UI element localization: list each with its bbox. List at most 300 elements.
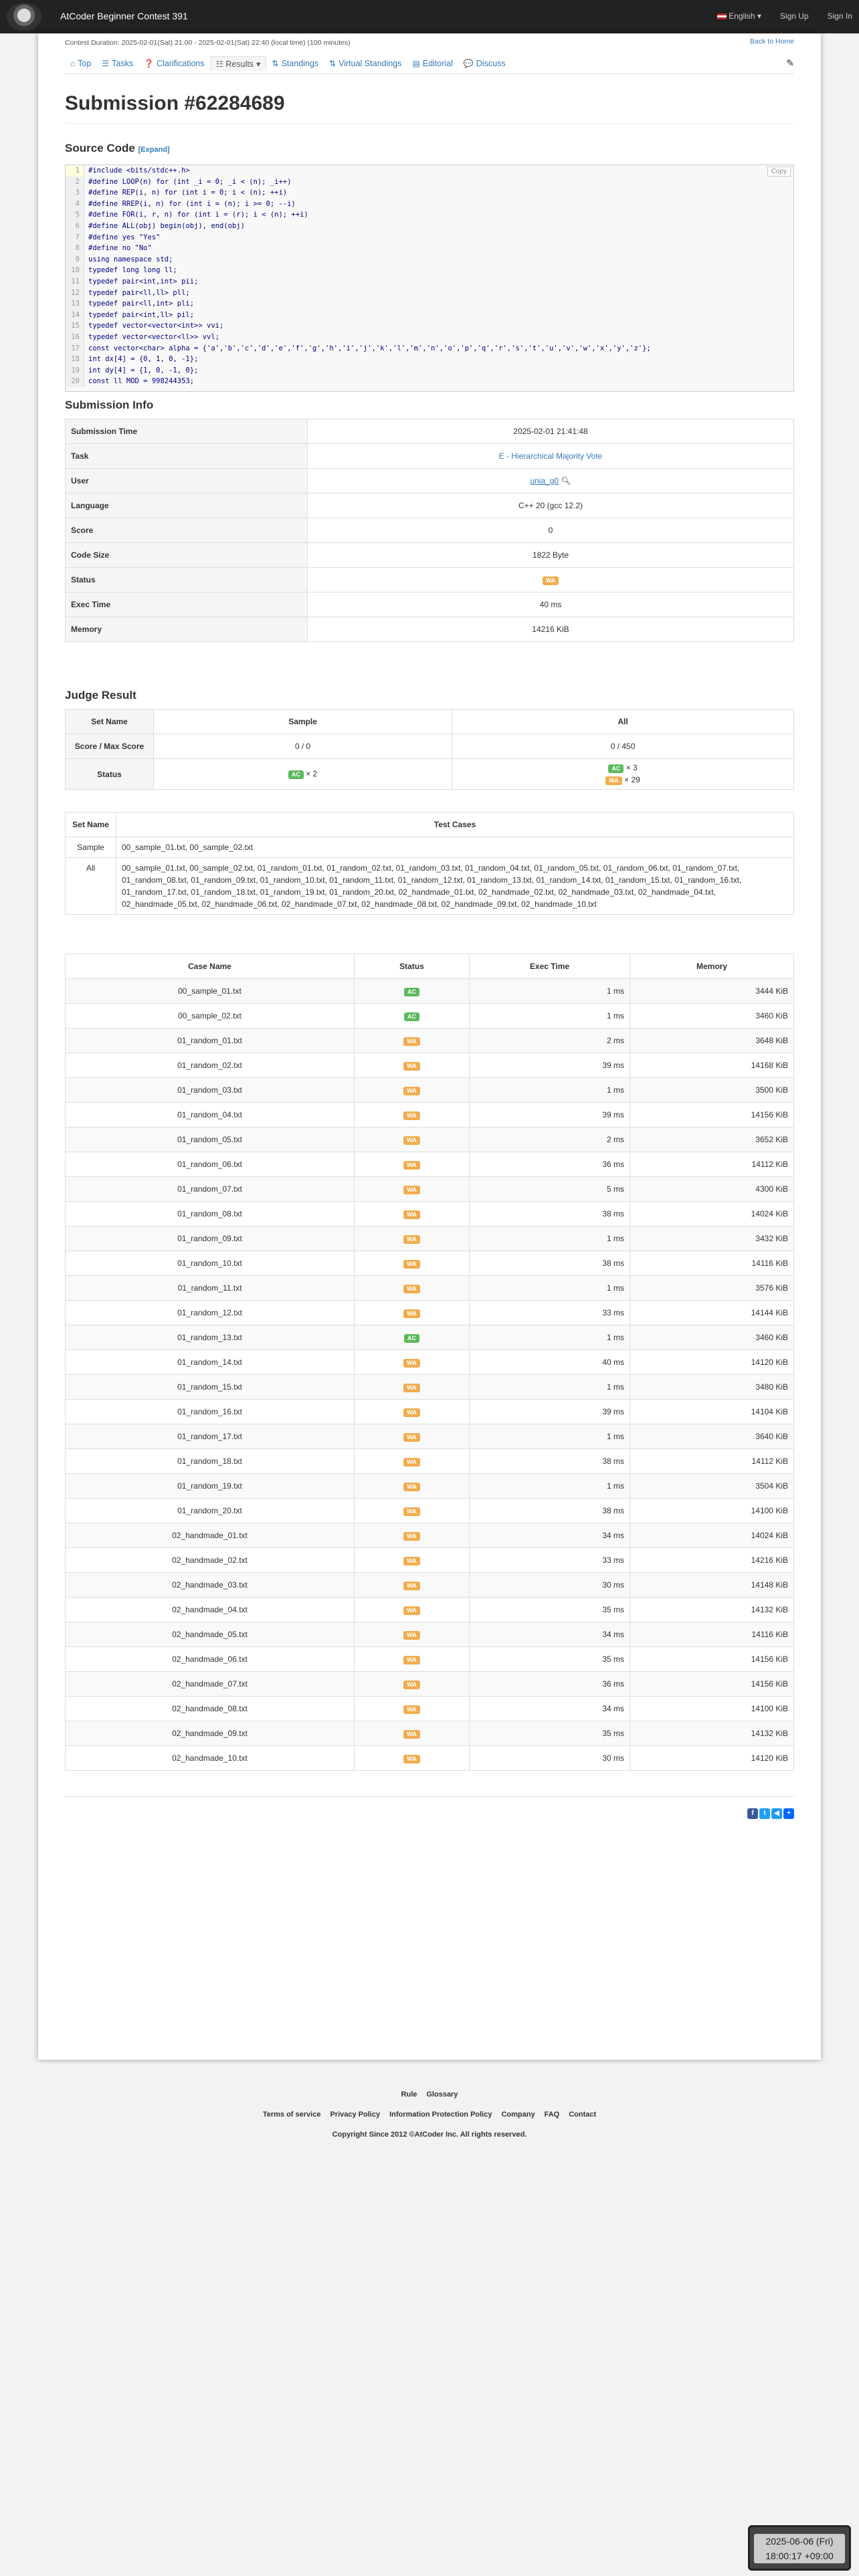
case-name-text: 01_random_08.txt <box>177 1209 242 1218</box>
line-number: 19 <box>66 365 84 377</box>
table-row <box>66 1325 794 1350</box>
footer-link-contact[interactable]: Contact <box>569 2111 597 2119</box>
case-name-text: 02_handmade_06.txt <box>172 1654 248 1664</box>
back-to-home-link[interactable]: Back to Home <box>750 37 794 45</box>
case-name <box>66 1523 355 1548</box>
footer-link-faq[interactable]: FAQ <box>544 2111 560 2119</box>
case-name-text: 01_random_06.txt <box>177 1160 242 1169</box>
code-text: #define no "No" <box>88 244 152 253</box>
case-name-text: 01_random_20.txt <box>177 1506 242 1515</box>
table-row <box>66 1053 794 1078</box>
table-row <box>66 1375 794 1400</box>
footer-link-privacy[interactable]: Privacy Policy <box>330 2111 381 2119</box>
case-exec-time: 30 ms <box>470 1746 630 1771</box>
code-text: int dx[4] = {0, 1, 0, -1}; <box>88 355 199 364</box>
case-exec-time: 39 ms <box>470 1103 630 1128</box>
case-status <box>355 1078 470 1103</box>
case-status <box>355 1325 470 1350</box>
status-badge: WA <box>403 1458 420 1467</box>
code-line <box>66 232 793 243</box>
language-value: C++ 20 (gcc 12.2) <box>308 494 794 518</box>
footer-link-info-protection[interactable]: Information Protection Policy <box>389 2111 492 2119</box>
pin-icon[interactable]: ✎ <box>786 58 794 68</box>
sample-score: 0 / 0 <box>154 734 452 759</box>
case-name <box>66 1622 355 1647</box>
uk-flag-icon <box>717 13 727 19</box>
info-row: Submission Time 2025-02-01 21:41:48 <box>66 419 794 444</box>
case-status <box>355 1523 470 1548</box>
table-row <box>66 1721 794 1746</box>
case-memory: 14100 KiB <box>630 1499 794 1523</box>
case-name-text: 01_random_04.txt <box>177 1110 242 1119</box>
case-memory: 14116 KiB <box>630 1251 794 1276</box>
case-name-text: 01_random_14.txt <box>177 1358 242 1367</box>
code-line <box>66 320 793 332</box>
status-badge: WA <box>403 1359 420 1368</box>
tab-results[interactable]: ☷ Results ▾ <box>210 56 267 71</box>
contest-duration: Contest Duration: 2025-02-01(Sat) 21:00 - 2025-02-01(Sat) 22:40 (local time) (100 minutes) <box>65 39 351 47</box>
info-row: Exec Time 40 ms <box>66 593 794 617</box>
line-number: 11 <box>66 276 84 288</box>
case-name-text: 01_random_19.txt <box>177 1481 242 1491</box>
case-name-text: 02_handmade_04.txt <box>172 1605 248 1614</box>
case-name <box>66 1251 355 1276</box>
info-row: Code Size 1822 Byte <box>66 543 794 568</box>
line-number: 10 <box>66 265 84 276</box>
code-line <box>66 354 793 365</box>
case-status <box>355 1449 470 1474</box>
case-exec-time: 2 ms <box>470 1128 630 1152</box>
table-row <box>66 1226 794 1251</box>
case-name <box>66 1746 355 1771</box>
search-icon[interactable]: 🔍︎ <box>561 476 571 486</box>
code-line <box>66 177 793 188</box>
info-row: Status WA <box>66 568 794 593</box>
info-row: Language C++ 20 (gcc 12.2) <box>66 494 794 518</box>
case-results-table: Case Name Status Exec Time Memory 00_sample_01.txt AC 1 ms 3444 KiB 00_sample_02.txt AC 1 ms 3460 KiB 01_random_01.txt WA 2 ms 3648 KiB 01_random_02.txt WA 39 ms 14168 KiB 01_random_03.txt WA 1 ms 3500 KiB 01_random_04.txt WA 39 ms 14156 KiB 01_random_05.txt WA 2 ms 3652 KiB 01_random_06.txt WA 36 ms 14112 KiB 01_random_07.txt WA 5 ms 4300 KiB 01_random_08.txt WA 38 ms 14024 KiB 01_random_09.txt WA 1 ms 3432 KiB 01_random_10.txt WA 38 ms 14116 KiB 01_random_11.txt WA 1 ms 3576 KiB 01_random_12.txt WA 33 ms 14144 KiB 01_random_13.txt AC 1 ms 3460 KiB 01_random_14.txt WA 40 ms 14120 KiB 01_random_15.txt WA 1 ms 3480 KiB 01_random_16.txt WA 39 ms 14104 KiB 01_random_17.txt WA 1 ms 3640 KiB 01_random_18.txt WA 38 ms 14112 KiB 01_random_19.txt WA 1 ms 3504 KiB 01_random_20.txt WA 38 ms 14100 KiB 02_handmade_01.txt WA 34 ms 14024 KiB 02_handmade_02.txt WA 33 ms 14216 KiB 02_handmade_03.txt WA 30 ms 14148 KiB 02_handmade_04.txt WA 35 ms 14132 KiB 02_handmade_05.txt WA 34 ms 14116 KiB 02_handmade_06.txt WA 35 ms 14156 KiB 02_handmade_07.txt WA 36 ms 14156 KiB 02_handmade_08.txt WA 34 ms 14100 KiB 02_handmade_09.txt WA 35 ms 14132 KiB 02_handmade_10.txt WA 30 ms 14120 KiB <box>65 954 794 1771</box>
case-status <box>355 1424 470 1449</box>
status-badge: WA <box>543 576 559 585</box>
case-memory: 14120 KiB <box>630 1350 794 1375</box>
case-exec-time: 1 ms <box>470 1325 630 1350</box>
ac-badge: AC <box>608 764 624 773</box>
case-name <box>66 979 355 1004</box>
table-row <box>66 1573 794 1598</box>
clock-date: 2025-06-06 (Fri) <box>765 2536 834 2547</box>
comment-icon: 💬 <box>463 59 474 68</box>
bird-icon[interactable]: ◀ <box>771 1808 782 1819</box>
case-name-text: 02_handmade_05.txt <box>172 1630 248 1639</box>
status-badge: WA <box>403 1087 420 1095</box>
line-number: 3 <box>66 187 84 199</box>
line-number: 12 <box>66 288 84 299</box>
case-status <box>355 1499 470 1523</box>
case-name <box>66 1350 355 1375</box>
tab-top[interactable]: ⌂ Top <box>70 59 92 68</box>
case-exec-time: 38 ms <box>470 1202 630 1226</box>
info-row: User unia_g0 🔍︎ <box>66 469 794 494</box>
case-status <box>355 1622 470 1647</box>
case-status <box>355 1152 470 1177</box>
case-name <box>66 1152 355 1177</box>
case-exec-time: 35 ms <box>470 1647 630 1672</box>
expand-link[interactable]: [Expand] <box>138 146 170 154</box>
case-memory: 14144 KiB <box>630 1301 794 1325</box>
case-status <box>355 1202 470 1226</box>
footer-link-rule[interactable]: Rule <box>401 2090 417 2099</box>
main-container <box>38 33 821 2060</box>
status-badge: WA <box>403 1557 420 1566</box>
tab-editorial[interactable]: ▤ Editorial <box>412 59 453 68</box>
case-name-text: 01_random_07.txt <box>177 1184 242 1194</box>
contest-tabs <box>65 56 511 71</box>
case-memory: 14156 KiB <box>630 1647 794 1672</box>
status-badge: WA <box>403 1285 420 1293</box>
tab-standings[interactable]: ⇅ Standings <box>272 59 319 68</box>
submission-info-table <box>65 419 794 642</box>
line-number: 8 <box>66 243 84 254</box>
line-number: 18 <box>66 354 84 365</box>
info-row: Memory 14216 KiB <box>66 617 794 642</box>
tab-discuss[interactable]: 💬 Discuss <box>463 59 506 68</box>
top-navbar <box>0 0 859 33</box>
status-badge: WA <box>403 1532 420 1541</box>
case-memory: 14104 KiB <box>630 1400 794 1424</box>
table-row <box>66 1103 794 1128</box>
case-memory: 3648 KiB <box>630 1029 794 1053</box>
code-line <box>66 310 793 321</box>
case-memory: 3504 KiB <box>630 1474 794 1499</box>
fixed-clock <box>748 2525 851 2571</box>
status-badge: WA <box>403 1186 420 1194</box>
status-badge: WA <box>403 1606 420 1615</box>
code-text: #define yes "Yes" <box>88 233 161 241</box>
code-text: #define LOOP(n) for (int _i = 0; _i < (n); _i++) <box>88 177 292 186</box>
case-status <box>355 1128 470 1152</box>
case-exec-time: 33 ms <box>470 1301 630 1325</box>
code-text: typedef pair<int,int> pii; <box>88 277 199 286</box>
case-exec-time: 36 ms <box>470 1152 630 1177</box>
title-divider <box>65 123 794 124</box>
atcoder-logo[interactable] <box>7 3 41 31</box>
case-name <box>66 1548 355 1573</box>
case-memory: 14132 KiB <box>630 1598 794 1622</box>
case-memory: 14112 KiB <box>630 1449 794 1474</box>
case-memory: 14120 KiB <box>630 1746 794 1771</box>
tab-virtual-standings[interactable]: ⇅ Virtual Standings <box>329 59 402 68</box>
line-number: 7 <box>66 232 84 243</box>
case-memory: 14100 KiB <box>630 1697 794 1721</box>
case-name <box>66 1078 355 1103</box>
case-memory: 4300 KiB <box>630 1177 794 1202</box>
caret-down-icon: ▾ <box>256 60 261 69</box>
case-status <box>355 1400 470 1424</box>
case-name-text: 02_handmade_07.txt <box>172 1679 248 1689</box>
status-badge: WA <box>403 1062 420 1071</box>
case-memory: 14112 KiB <box>630 1152 794 1177</box>
status-badge: WA <box>403 1037 420 1046</box>
table-row <box>66 1202 794 1226</box>
language-dropdown[interactable]: English ▾ <box>717 11 761 21</box>
case-name <box>66 1449 355 1474</box>
case-name <box>66 1301 355 1325</box>
case-name <box>66 1202 355 1226</box>
line-number: 16 <box>66 332 84 343</box>
case-exec-time: 34 ms <box>470 1697 630 1721</box>
case-name-text: 01_random_17.txt <box>177 1432 242 1441</box>
case-memory: 3460 KiB <box>630 1325 794 1350</box>
case-name-text: 01_random_16.txt <box>177 1407 242 1416</box>
table-row <box>66 979 794 1004</box>
table-row <box>66 1598 794 1622</box>
footer-link-terms[interactable]: Terms of service <box>262 2111 321 2119</box>
test-sets-table: Set Name Test Cases Sample 00_sample_01.txt, 00_sample_02.txt All 00_sample_01.txt, 00_sample_02.txt, 01_random_01.txt, 01_random_02.txt, 01_random_03.txt, 01_random_04.txt, 01_random_05.txt, 01_random_06.txt, 01_random_07.txt, 01_random_08.txt, 01_random_09.txt, 01_random_10.txt, 01_random_11.txt, 01_random_12.txt, 01_random_13.txt, 01_random_14.txt, 01_random_15.txt, 01_random_16.txt, 01_random_17.txt, 01_random_18.txt, 01_random_19.txt, 01_random_20.txt, 02_handmade_01.txt, 02_handmade_02.txt, 02_handmade_03.txt, 02_handmade_04.txt, 02_handmade_05.txt, 02_handmade_06.txt, 02_handmade_07.txt, 02_handmade_08.txt, 02_handmade_09.txt, 02_handmade_10.txt <box>65 812 794 915</box>
line-number: 5 <box>66 209 84 221</box>
contest-title[interactable]: AtCoder Beginner Contest 391 <box>60 11 188 21</box>
line-number: 4 <box>66 199 84 210</box>
code-line <box>66 243 793 254</box>
code-line <box>66 276 793 288</box>
share-buttons <box>747 1808 794 1819</box>
status-badge: WA <box>403 1210 420 1219</box>
sample-cases: 00_sample_01.txt, 00_sample_02.txt <box>116 837 794 858</box>
case-name-text: 01_random_05.txt <box>177 1135 242 1144</box>
table-row <box>66 1004 794 1029</box>
code-text: typedef vector<vector<ll>> vvl; <box>88 332 219 341</box>
status-badge: WA <box>403 1260 420 1269</box>
case-name <box>66 1103 355 1128</box>
case-memory: 14216 KiB <box>630 1548 794 1573</box>
status-badge: WA <box>403 1507 420 1516</box>
code-text: #define REP(i, n) for (int i = 0; i < (n); ++i) <box>88 189 288 197</box>
case-memory: 3444 KiB <box>630 979 794 1004</box>
memory-value: 14216 KiB <box>308 617 794 642</box>
case-name <box>66 1226 355 1251</box>
table-row <box>66 1746 794 1771</box>
case-name <box>66 1053 355 1078</box>
sign-in-link[interactable]: Sign In <box>827 11 852 21</box>
task-link[interactable]: E - Hierarchical Majority Vote <box>498 451 603 461</box>
case-status <box>355 1004 470 1029</box>
case-memory: 3460 KiB <box>630 1004 794 1029</box>
status-badge: WA <box>403 1582 420 1590</box>
status-badge: WA <box>403 1384 420 1392</box>
case-status <box>355 1053 470 1078</box>
code-text: int dy[4] = {1, 0, -1, 0}; <box>88 366 199 374</box>
case-name-text: 02_handmade_08.txt <box>172 1704 248 1713</box>
facebook-icon[interactable]: f <box>747 1808 758 1819</box>
page-title: Submission #62284689 <box>65 92 285 114</box>
line-number: 13 <box>66 298 84 310</box>
table-row <box>66 1548 794 1573</box>
footer-link-company[interactable]: Company <box>501 2111 535 2119</box>
case-status <box>355 1350 470 1375</box>
submission-time: 2025-02-01 21:41:48 <box>308 419 794 444</box>
line-number: 2 <box>66 177 84 188</box>
user-link[interactable]: unia_g0 <box>530 476 559 486</box>
code-line <box>66 199 793 210</box>
home-icon: ⌂ <box>70 59 76 68</box>
code-line <box>66 298 793 310</box>
plus-share-icon[interactable]: + <box>783 1808 794 1819</box>
case-name <box>66 1647 355 1672</box>
status-badge: WA <box>403 1631 420 1640</box>
case-exec-time: 38 ms <box>470 1251 630 1276</box>
status-badge: WA <box>403 1755 420 1763</box>
table-row <box>66 1078 794 1103</box>
table-row <box>66 1400 794 1424</box>
status-badge: WA <box>403 1433 420 1442</box>
case-name <box>66 1325 355 1350</box>
line-number: 9 <box>66 254 84 265</box>
code-text: typedef long long ll; <box>88 266 177 275</box>
status-badge: WA <box>403 1161 420 1170</box>
code-line <box>66 187 793 199</box>
case-status <box>355 1697 470 1721</box>
status-badge: WA <box>403 1309 420 1318</box>
case-name-text: 02_handmade_09.txt <box>172 1729 248 1738</box>
tab-tasks[interactable]: ☰ Tasks <box>102 59 134 68</box>
case-name-text: 01_random_10.txt <box>177 1259 242 1268</box>
case-name <box>66 1474 355 1499</box>
copy-button[interactable]: Copy <box>767 167 791 177</box>
case-name-text: 01_random_13.txt <box>177 1333 242 1342</box>
case-status <box>355 1177 470 1202</box>
book-icon: ▤ <box>412 59 420 68</box>
case-name <box>66 1128 355 1152</box>
table-row <box>66 1424 794 1449</box>
footer-row-1 <box>0 2090 859 2099</box>
sort-icon: ⇅ <box>329 59 337 68</box>
code-text: #define ALL(obj) begin(obj), end(obj) <box>88 221 245 230</box>
all-cases: 00_sample_01.txt, 00_sample_02.txt, 01_random_01.txt, 01_random_02.txt, 01_random_03.txt, 01_random_04.txt, 01_random_05.txt, 01_random_06.txt, 01_random_07.txt, 01_random_08.txt, 01_random_09.txt, 01_random_10.txt, 01_random_11.txt, 01_random_12.txt, 01_random_13.txt, 01_random_14.txt, 01_random_15.txt, 01_random_16.txt, 01_random_17.txt, 01_random_18.txt, 01_random_19.txt, 01_random_20.txt, 02_handmade_01.txt, 02_handmade_02.txt, 02_handmade_03.txt, 02_handmade_04.txt, 02_handmade_05.txt, 02_handmade_06.txt, 02_handmade_07.txt, 02_handmade_08.txt, 02_handmade_09.txt, 02_handmade_10.txt <box>116 858 794 915</box>
case-exec-time: 2 ms <box>470 1029 630 1053</box>
case-name <box>66 1697 355 1721</box>
status-badge: WA <box>403 1483 420 1491</box>
case-name <box>66 1598 355 1622</box>
code-line <box>66 265 793 276</box>
line-number: 20 <box>66 376 84 387</box>
sign-up-link[interactable]: Sign Up <box>779 11 809 21</box>
content-divider <box>65 1796 794 1797</box>
case-status <box>355 1226 470 1251</box>
table-row <box>66 1647 794 1672</box>
case-exec-time: 5 ms <box>470 1177 630 1202</box>
case-name-text: 01_random_01.txt <box>177 1036 242 1045</box>
info-row: Task E - Hierarchical Majority Vote <box>66 444 794 469</box>
case-exec-time: 36 ms <box>470 1672 630 1697</box>
table-row <box>66 1523 794 1548</box>
case-name-text: 02_handmade_03.txt <box>172 1580 248 1590</box>
ac-badge: AC <box>288 770 304 779</box>
case-name-text: 00_sample_02.txt <box>178 1011 242 1021</box>
all-score: 0 / 450 <box>452 734 794 759</box>
status-badge: AC <box>404 1012 419 1021</box>
table-row <box>66 1499 794 1523</box>
copyright: Copyright Since 2012 ©AtCoder Inc. All rights reserved. <box>332 2131 527 2139</box>
case-status <box>355 1251 470 1276</box>
case-name <box>66 1721 355 1746</box>
table-row <box>66 1152 794 1177</box>
case-exec-time: 38 ms <box>470 1449 630 1474</box>
status-badge: AC <box>404 1334 419 1343</box>
case-name <box>66 1672 355 1697</box>
table-row <box>66 1672 794 1697</box>
status-badge: WA <box>403 1408 420 1417</box>
case-name-text: 02_handmade_10.txt <box>172 1753 248 1763</box>
info-row: Score 0 <box>66 518 794 543</box>
sort-icon: ⇅ <box>272 59 279 68</box>
case-memory: 14156 KiB <box>630 1103 794 1128</box>
case-memory: 14116 KiB <box>630 1622 794 1647</box>
table-row <box>66 1128 794 1152</box>
code-text: const ll MOD = 998244353; <box>88 377 195 386</box>
line-number: 6 <box>66 221 84 232</box>
table-row <box>66 1474 794 1499</box>
case-memory: 3652 KiB <box>630 1128 794 1152</box>
case-status <box>355 1672 470 1697</box>
results-list-icon: ☷ <box>215 59 223 69</box>
status-badge: WA <box>403 1705 420 1714</box>
code-line <box>66 332 793 343</box>
wa-badge: WA <box>605 776 622 785</box>
table-row <box>66 1449 794 1474</box>
case-status <box>355 1721 470 1746</box>
footer-link-glossary[interactable]: Glossary <box>426 2090 458 2099</box>
case-memory: 14168 KiB <box>630 1053 794 1078</box>
submission-info-heading: Submission Info <box>65 399 154 411</box>
clock-time: 18:00:17 +09:00 <box>765 2551 834 2561</box>
case-status <box>355 1548 470 1573</box>
case-memory: 3432 KiB <box>630 1226 794 1251</box>
case-exec-time: 33 ms <box>470 1548 630 1573</box>
code-line <box>66 165 793 177</box>
case-memory: 3576 KiB <box>630 1276 794 1301</box>
code-text: #define RREP(i, n) for (int i = (n); i >= 0; --i) <box>88 199 296 208</box>
case-status <box>355 1301 470 1325</box>
footer-row-2 <box>0 2111 859 2119</box>
line-number: 15 <box>66 320 84 332</box>
case-exec-time: 1 ms <box>470 979 630 1004</box>
code-text: typedef pair<int,ll> pil; <box>88 310 195 319</box>
score-value: 0 <box>308 518 794 543</box>
case-memory: 14132 KiB <box>630 1721 794 1746</box>
case-name <box>66 1276 355 1301</box>
code-line <box>66 376 793 387</box>
code-line <box>66 209 793 221</box>
case-status <box>355 1573 470 1598</box>
case-status <box>355 1746 470 1771</box>
twitter-icon[interactable]: t <box>759 1808 770 1819</box>
case-memory: 14024 KiB <box>630 1202 794 1226</box>
tab-clarifications[interactable]: ❓ Clarifications <box>144 59 205 68</box>
case-status <box>355 1598 470 1622</box>
case-name <box>66 1004 355 1029</box>
case-exec-time: 30 ms <box>470 1573 630 1598</box>
case-name-text: 02_handmade_02.txt <box>172 1555 248 1565</box>
case-exec-time: 39 ms <box>470 1053 630 1078</box>
case-status <box>355 1276 470 1301</box>
case-name-text: 01_random_09.txt <box>177 1234 242 1243</box>
case-name-text: 01_random_18.txt <box>177 1457 242 1466</box>
user-nav <box>717 11 852 21</box>
table-row <box>66 1697 794 1721</box>
status-badge: AC <box>404 988 419 996</box>
case-status <box>355 1029 470 1053</box>
status-badge: WA <box>403 1111 420 1120</box>
case-exec-time: 1 ms <box>470 1078 630 1103</box>
code-text: typedef vector<vector<int>> vvi; <box>88 322 224 330</box>
